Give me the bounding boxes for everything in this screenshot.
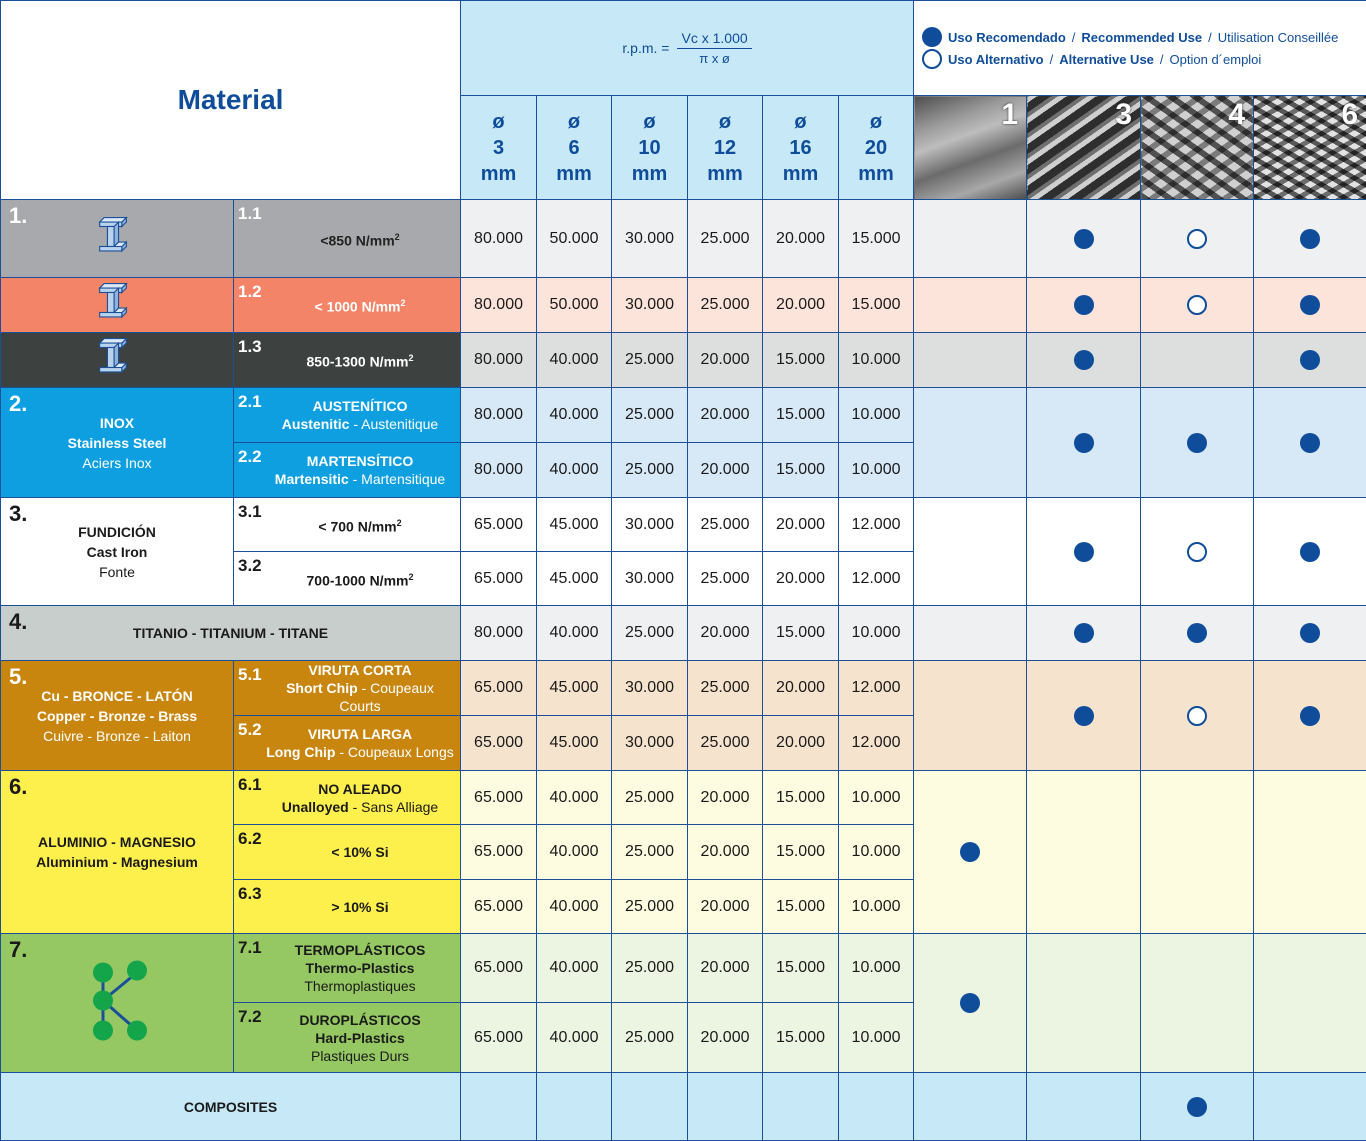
- rpm-value: 30.000: [612, 552, 688, 606]
- rpm-value: 45.000: [537, 498, 612, 552]
- formula-numerator: Vc x 1.000: [677, 30, 751, 49]
- rpm-value: 15.000: [763, 934, 839, 1003]
- rpm-value: 80.000: [461, 278, 537, 333]
- alternative-dot: [1187, 542, 1207, 562]
- rpm-value: 40.000: [537, 333, 612, 388]
- alternative-dot: [1187, 229, 1207, 249]
- material-title: Material: [177, 84, 284, 115]
- rpm-value: 25.000: [612, 1003, 688, 1073]
- rpm-value: 25.000: [688, 716, 763, 771]
- subgroup-6-2: 6.2 < 10% Si: [234, 825, 461, 880]
- rpm-value: 80.000: [461, 333, 537, 388]
- usage-cell: [1141, 771, 1254, 934]
- rpm-value: 20.000: [688, 825, 763, 880]
- group-copper: 5. Cu - BRONCE - LATÓN Copper - Bronze - Brass Cuivre - Bronze - Laiton: [1, 661, 234, 771]
- rpm-value: 25.000: [612, 771, 688, 825]
- usage-cell: [1254, 333, 1366, 388]
- rpm-value: 15.000: [763, 333, 839, 388]
- rpm-value: 15.000: [763, 388, 839, 443]
- usage-cell: [914, 934, 1027, 1073]
- rpm-value: 15.000: [763, 443, 839, 498]
- rpm-value: 10.000: [839, 1003, 914, 1073]
- rpm-value: 25.000: [612, 443, 688, 498]
- recommended-dot: [1187, 433, 1207, 453]
- rpm-value: 45.000: [537, 552, 612, 606]
- rpm-value: 15.000: [763, 606, 839, 661]
- rpm-value: 65.000: [461, 1003, 537, 1073]
- rpm-value: 25.000: [612, 333, 688, 388]
- rpm-value: 20.000: [763, 498, 839, 552]
- cut-type-3-image: 3: [1027, 96, 1141, 200]
- rpm-value: 15.000: [763, 880, 839, 934]
- subgroup-6-1: 6.1 NO ALEADO Unalloyed - Sans Alliage: [234, 771, 461, 825]
- rpm-value: 20.000: [688, 443, 763, 498]
- rpm-value: 45.000: [537, 716, 612, 771]
- i-beam-icon: [93, 283, 133, 328]
- empty-cell: [461, 1073, 537, 1141]
- rpm-value: 20.000: [763, 661, 839, 716]
- rpm-value: 30.000: [612, 716, 688, 771]
- diameter-header: ø 20 mm: [839, 96, 914, 200]
- usage-cell: [1027, 333, 1141, 388]
- usage-cell: [1254, 606, 1366, 661]
- rpm-value: 65.000: [461, 934, 537, 1003]
- group-steel-2: [1, 278, 234, 333]
- usage-cell: [1254, 1073, 1366, 1141]
- i-beam-icon: [93, 338, 133, 383]
- usage-cell: [914, 606, 1027, 661]
- filled-circle-icon: [922, 27, 942, 47]
- cut-type-6-image: 6: [1254, 96, 1366, 200]
- alternative-dot: [1187, 295, 1207, 315]
- rpm-value: 20.000: [763, 200, 839, 278]
- group-cast-iron: 3. FUNDICIÓN Cast Iron Fonte: [1, 498, 234, 606]
- recommended-dot: [1300, 350, 1320, 370]
- cut-type-4-image: 4: [1141, 96, 1254, 200]
- usage-cell: [1027, 498, 1141, 606]
- rpm-value: 65.000: [461, 771, 537, 825]
- usage-cell: [914, 1073, 1027, 1141]
- usage-cell: [914, 771, 1027, 934]
- subgroup-2-2: 2.2 MARTENSÍTICO Martensitic - Martensitique: [234, 443, 461, 498]
- i-beam-icon: [93, 216, 133, 261]
- empty-cell: [612, 1073, 688, 1141]
- rpm-value: 20.000: [763, 716, 839, 771]
- rpm-value: 40.000: [537, 825, 612, 880]
- usage-cell: [1141, 1073, 1254, 1141]
- usage-cell: [914, 661, 1027, 771]
- legend-recommended: Uso Recomendado / Recommended Use / Utilisation Conseillée: [922, 26, 1366, 48]
- recommended-dot: [1300, 229, 1320, 249]
- usage-cell: [1141, 661, 1254, 771]
- diameter-header: ø 3 mm: [461, 96, 537, 200]
- rpm-value: 20.000: [688, 1003, 763, 1073]
- usage-cell: [914, 498, 1027, 606]
- recommended-dot: [1300, 542, 1320, 562]
- rpm-value: 10.000: [839, 880, 914, 934]
- rpm-value: 40.000: [537, 771, 612, 825]
- rpm-value: 40.000: [537, 1003, 612, 1073]
- subgroup-3-1: 3.1 < 700 $N/mm^2$: [234, 498, 461, 552]
- subgroup-6-3: 6.3 > 10% Si: [234, 880, 461, 934]
- empty-cell: [688, 1073, 763, 1141]
- rpm-value: 20.000: [688, 934, 763, 1003]
- usage-cell: [1141, 606, 1254, 661]
- rpm-value: 10.000: [839, 771, 914, 825]
- rpm-value: 40.000: [537, 606, 612, 661]
- rpm-value: 25.000: [688, 661, 763, 716]
- subgroup-2-1: 2.1 AUSTENÍTICO Austenitic - Austenitique: [234, 388, 461, 443]
- rpm-value: 10.000: [839, 825, 914, 880]
- usage-cell: [1141, 278, 1254, 333]
- material-header: [1, 1, 461, 200]
- subgroup-5-1: 5.1 VIRUTA CORTA Short Chip - Coupeaux Courts: [234, 661, 461, 716]
- rpm-value: 10.000: [839, 388, 914, 443]
- usage-legend: [914, 1, 1366, 96]
- usage-cell: [1254, 498, 1366, 606]
- rpm-value: 20.000: [688, 388, 763, 443]
- diameter-header: ø 6 mm: [537, 96, 612, 200]
- rpm-value: 25.000: [688, 552, 763, 606]
- recommended-dot: [1300, 706, 1320, 726]
- rpm-value: 20.000: [688, 771, 763, 825]
- rpm-value: 10.000: [839, 934, 914, 1003]
- rpm-value: 65.000: [461, 880, 537, 934]
- diameter-header: ø 16 mm: [763, 96, 839, 200]
- rpm-value: 40.000: [537, 934, 612, 1003]
- recommended-dot: [960, 993, 980, 1013]
- rpm-value: 20.000: [688, 880, 763, 934]
- rpm-value: 65.000: [461, 716, 537, 771]
- recommended-dot: [1300, 623, 1320, 643]
- rpm-value: 25.000: [688, 278, 763, 333]
- rpm-value: 12.000: [839, 552, 914, 606]
- usage-cell: [1027, 606, 1141, 661]
- usage-cell: [1254, 771, 1366, 934]
- rpm-value: 10.000: [839, 333, 914, 388]
- group-aluminium: 6. ALUMINIO - MAGNESIO Aluminium - Magnesium: [1, 771, 234, 934]
- usage-cell: [1254, 200, 1366, 278]
- rpm-value: 50.000: [537, 278, 612, 333]
- rpm-value: 45.000: [537, 661, 612, 716]
- rpm-value: 25.000: [688, 200, 763, 278]
- recommended-dot: [960, 842, 980, 862]
- rpm-value: 12.000: [839, 661, 914, 716]
- rpm-value: 25.000: [612, 880, 688, 934]
- group-steel-1: 1.: [1, 200, 234, 278]
- usage-cell: [1141, 934, 1254, 1073]
- recommended-dot: [1300, 295, 1320, 315]
- rpm-value: 12.000: [839, 716, 914, 771]
- group-inox: 2. INOX Stainless Steel Aciers Inox: [1, 388, 234, 498]
- rpm-value: 65.000: [461, 498, 537, 552]
- alternative-dot: [1187, 706, 1207, 726]
- usage-cell: [1254, 661, 1366, 771]
- rpm-value: 10.000: [839, 443, 914, 498]
- usage-cell: [914, 200, 1027, 278]
- usage-cell: [1254, 278, 1366, 333]
- usage-cell: [1027, 278, 1141, 333]
- group-composites: COMPOSITES: [1, 1073, 461, 1141]
- rpm-value: 80.000: [461, 388, 537, 443]
- empty-cell: [537, 1073, 612, 1141]
- subgroup-3-2: 3.2 700-1000 $N/mm^2$: [234, 552, 461, 606]
- rpm-value: 30.000: [612, 278, 688, 333]
- diameter-header: ø 10 mm: [612, 96, 688, 200]
- usage-cell: [1141, 200, 1254, 278]
- rpm-value: 40.000: [537, 443, 612, 498]
- rpm-value: 20.000: [688, 606, 763, 661]
- rpm-value: 30.000: [612, 200, 688, 278]
- recommended-dot: [1074, 350, 1094, 370]
- rpm-value: 25.000: [612, 388, 688, 443]
- usage-cell: [914, 278, 1027, 333]
- molecule-icon: [89, 953, 151, 1054]
- rpm-value: 12.000: [839, 498, 914, 552]
- group-steel-3: [1, 333, 234, 388]
- rpm-value: 30.000: [612, 498, 688, 552]
- empty-cell: [763, 1073, 839, 1141]
- rpm-value: 20.000: [763, 552, 839, 606]
- rpm-value: 15.000: [763, 825, 839, 880]
- subgroup-1-3: 1.3 850-1300 $N/mm^2$: [234, 333, 461, 388]
- rpm-value: 25.000: [612, 934, 688, 1003]
- rpm-value: 80.000: [461, 200, 537, 278]
- subgroup-1-1: 1.1 <850 $N/mm^2$: [234, 200, 461, 278]
- usage-cell: [1027, 934, 1141, 1073]
- rpm-value: 15.000: [763, 771, 839, 825]
- rpm-value: 80.000: [461, 606, 537, 661]
- rpm-value: 65.000: [461, 552, 537, 606]
- rpm-value: 25.000: [612, 825, 688, 880]
- recommended-dot: [1074, 542, 1094, 562]
- rpm-value: 30.000: [612, 661, 688, 716]
- recommended-dot: [1074, 229, 1094, 249]
- rpm-value: 80.000: [461, 443, 537, 498]
- recommended-dot: [1074, 623, 1094, 643]
- recommended-dot: [1074, 433, 1094, 453]
- rpm-value: 25.000: [612, 606, 688, 661]
- legend-alternative: Uso Alternativo / Alternative Use / Option d´emploi: [922, 48, 1366, 70]
- rpm-value: 15.000: [763, 1003, 839, 1073]
- rpm-value: 20.000: [763, 278, 839, 333]
- rpm-value: 40.000: [537, 880, 612, 934]
- usage-cell: [1254, 934, 1366, 1073]
- usage-cell: [1027, 771, 1141, 934]
- usage-cell: [1141, 388, 1254, 498]
- recommended-dot: [1074, 295, 1094, 315]
- recommended-dot: [1187, 623, 1207, 643]
- usage-cell: [914, 388, 1027, 498]
- rpm-formula: [461, 1, 914, 96]
- rpm-value: 20.000: [688, 333, 763, 388]
- usage-cell: [1027, 200, 1141, 278]
- cut-type-1-image: 1: [914, 96, 1027, 200]
- usage-cell: [914, 333, 1027, 388]
- usage-cell: [1141, 498, 1254, 606]
- rpm-value: 15.000: [839, 200, 914, 278]
- usage-cell: [1027, 1073, 1141, 1141]
- subgroup-5-2: 5.2 VIRUTA LARGA Long Chip - Coupeaux Longs: [234, 716, 461, 771]
- rpm-value: 50.000: [537, 200, 612, 278]
- group-plastics: 7.: [1, 934, 234, 1073]
- usage-cell: [1254, 388, 1366, 498]
- diameter-header: ø 12 mm: [688, 96, 763, 200]
- recommended-dot: [1187, 1097, 1207, 1117]
- usage-cell: [1141, 333, 1254, 388]
- formula-denominator: π x ø: [699, 51, 730, 66]
- open-circle-icon: [922, 49, 942, 69]
- empty-cell: [839, 1073, 914, 1141]
- rpm-value: 40.000: [537, 388, 612, 443]
- usage-cell: [1027, 661, 1141, 771]
- rpm-value: 15.000: [839, 278, 914, 333]
- rpm-value: 10.000: [839, 606, 914, 661]
- subgroup-1-2: 1.2 < 1000 $N/mm^2$: [234, 278, 461, 333]
- formula-lhs: r.p.m. =: [622, 40, 670, 56]
- group-titanium: 4. TITANIO - TITANIUM - TITANE: [1, 606, 461, 661]
- usage-cell: [1027, 388, 1141, 498]
- subgroup-7-1: 7.1 TERMOPLÁSTICOS Thermo-Plastics Thermoplastiques: [234, 934, 461, 1003]
- rpm-value: 25.000: [688, 498, 763, 552]
- recommended-dot: [1300, 433, 1320, 453]
- rpm-value: 65.000: [461, 661, 537, 716]
- subgroup-7-2: 7.2 DUROPLÁSTICOS Hard-Plastics Plastiques Durs: [234, 1003, 461, 1073]
- rpm-value: 65.000: [461, 825, 537, 880]
- recommended-dot: [1074, 706, 1094, 726]
